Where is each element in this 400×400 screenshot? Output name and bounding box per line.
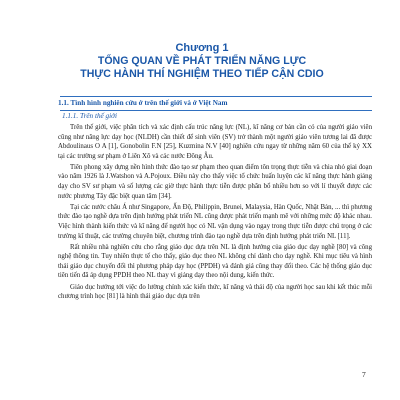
chapter-title-line-1: TỔNG QUAN VỀ PHÁT TRIỂN NĂNG LỰC bbox=[97, 55, 307, 67]
chapter-header bbox=[52, 42, 352, 81]
body-text bbox=[58, 123, 372, 303]
paragraph: Rất nhiều nhà nghiên cứu cho rằng giáo dục dựa trên NL là định hướng của giáo dục dạy nghề [80] và công nghệ thông tin. Tuy nhiên thực tế cho thấy, giáo dục theo NL không chỉ dành cho dạy nghề. Khi mục tiêu và hình thái giáo dục chuyển đổi thì phương pháp dạy học (PPDH) và đánh giá cũng thay đổi theo. Các hệ thống giáo dục tiên tiến đã áp dụng PPDH theo NL thay vì giảng dạy theo nội dung, kiến thức. bbox=[58, 243, 372, 280]
paragraph: Giáo dục hướng tới việc đo lường chính xác kiến thức, kĩ năng và thái độ của người học sau khi kết thúc mỗi chương trình học [81] là hình thái giáo dục dựa trên bbox=[58, 283, 372, 301]
section-rule-bottom bbox=[60, 110, 372, 111]
chapter-label: Chương 1 bbox=[175, 42, 229, 54]
paragraph: Tiên phong xây dựng nền hình thức đào tạo sư phạm theo quan điểm tôn trọng thực tiễn và chia nhỏ giai đoạn vào năm 1926 là J.Watshon và A.Pojoux. Điều này cho thấy việc tổ chức huấn luyện các kĩ năng thực hành giảng dạy cho SV sư phạm và số lượng các giờ thực hành thực tiễn được phân bổ nhiều hơn so với lí thuyết được các nước phương Tây đặc biệt quan tâm [34]. bbox=[58, 163, 372, 200]
paragraph: Tại các nước châu Á như Singapore, Ấn Độ, Philippin, Brunei, Malaysia, Hàn Quốc, Nhật Bản, ... thì phương thức đào tạo nghề dựa trên định hướng phát triển NL cũng được phát triển mạnh mẽ với những mức độ khác nhau. Việc hình thành kiến thức và kĩ năng để người học có NL vận dụng vào ngay trong thực tiễn được chú trọng ở các trường kĩ thuật, các trường chuyên biệt, chương trình đào tạo nghề dựa trên định hướng phát triển NL [11]. bbox=[58, 203, 372, 240]
section-rule-top bbox=[60, 96, 372, 97]
subsection-heading: 1.1.1. Trên thế giới bbox=[62, 112, 117, 120]
chapter-title-line-2: THỰC HÀNH THÍ NGHIỆM THEO TIẾP CẬN CDIO bbox=[80, 68, 324, 80]
section-heading: 1.1. Tình hình nghiên cứu ở trên thế giới và ở Việt Nam bbox=[58, 99, 228, 107]
page-number: 7 bbox=[362, 370, 366, 379]
paragraph: Trên thế giới, việc phân tích và xác định cấu trúc năng lực (NL), kĩ năng cơ bản cần có của người giáo viên cũng như năng lực dạy học (NLDH) cần thiết để sinh viên (SV) trở thành một người giáo viên tương lai đã được Abdoulinaus O A [1], Gonobolin F.N [25], Kuzmina N.V [40] nghiên cứu ngay từ những năm 60 của thế kỷ XX tại các trường sư phạm ở Liên Xô và các nước Đông Âu. bbox=[58, 124, 372, 160]
